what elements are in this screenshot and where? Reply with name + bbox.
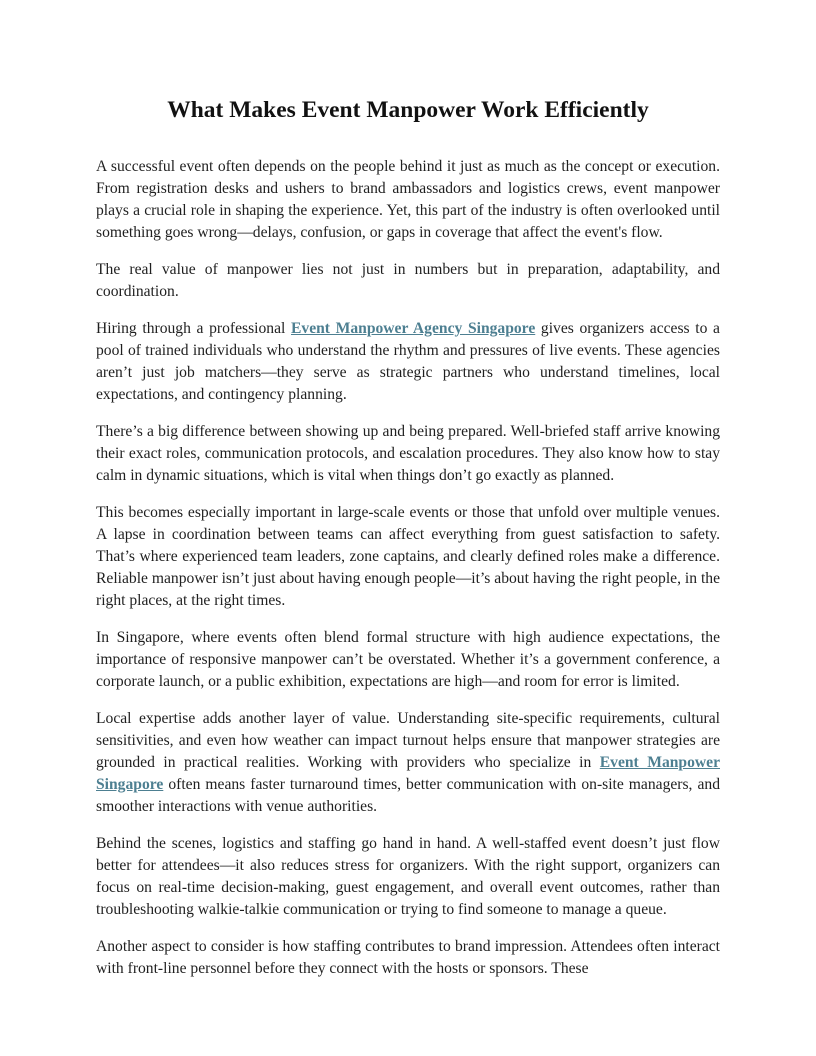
paragraph-text: often means faster turnaround times, better communication with on-site managers, and smoother interactions with venue authorities. [96, 776, 720, 815]
paragraph-intro: A successful event often depends on the people behind it just as much as the concept or execution. From registration desks and ushers to brand ambassadors and logistics crews, event manpower plays a crucial role in shaping the experience. Yet, this part of the industry is often overlooked until something goes wrong—delays, confusion, or gaps in coverage that affect the event's flow. [96, 158, 720, 241]
paragraph-hiring-agency [96, 318, 720, 406]
event-manpower-singapore-link[interactable]: Event Manpower Singapore [96, 754, 720, 793]
paragraph-brand-impression: Another aspect to consider is how staffing contributes to brand impression. Attendees often interact with front-line personnel before they connect with the hosts or sponsors. These [96, 938, 720, 977]
paragraph-text: gives organizers access to a pool of trained individuals who understand the rhythm and pressures of live events. These agencies aren’t just job matchers—they serve as strategic partners who understand timelines, local expectations, and contingency planning. [96, 320, 720, 403]
paragraph-local-expertise [96, 708, 720, 818]
paragraph-real-value: The real value of manpower lies not just in numbers but in preparation, adaptability, and coordination. [96, 261, 720, 300]
document-title: What Makes Event Manpower Work Efficiently [167, 97, 649, 123]
paragraph-large-scale-events: This becomes especially important in large-scale events or those that unfold over multiple venues. A lapse in coordination between teams can affect everything from guest satisfaction to safety. That’s where experienced team leaders, zone captains, and clearly defined roles make a difference. Reliable manpower isn’t just about having enough people—it’s about having the right people, in the right places, at the right times. [96, 504, 720, 609]
paragraph-logistics-staffing: Behind the scenes, logistics and staffing go hand in hand. A well-staffed event doesn’t just flow better for attendees—it also reduces stress for organizers. With the right support, organizers can focus on real-time decision-making, guest engagement, and overall event outcomes, rather than troubleshooting walkie-talkie communication or trying to find someone to manage a queue. [96, 835, 720, 918]
paragraph-text: Local expertise adds another layer of value. Understanding site-specific requirements, cultural sensitivities, and even how weather can impact turnout helps ensure that manpower strategies are grounded in practical realities. Working with providers who specialize in [96, 710, 720, 771]
paragraph-preparation: There’s a big difference between showing up and being prepared. Well-briefed staff arrive knowing their exact roles, communication protocols, and escalation procedures. They also know how to stay calm in dynamic situations, which is vital when things don’t go exactly as planned. [96, 423, 720, 484]
document-page [96, 94, 720, 995]
event-manpower-agency-singapore-link[interactable]: Event Manpower Agency Singapore [291, 320, 536, 337]
paragraph-singapore: In Singapore, where events often blend formal structure with high audience expectations, the importance of responsive manpower can’t be overstated. Whether it’s a government conference, a corporate launch, or a public exhibition, expectations are high—and room for error is limited. [96, 629, 720, 690]
paragraph-text: Hiring through a professional [96, 320, 291, 337]
